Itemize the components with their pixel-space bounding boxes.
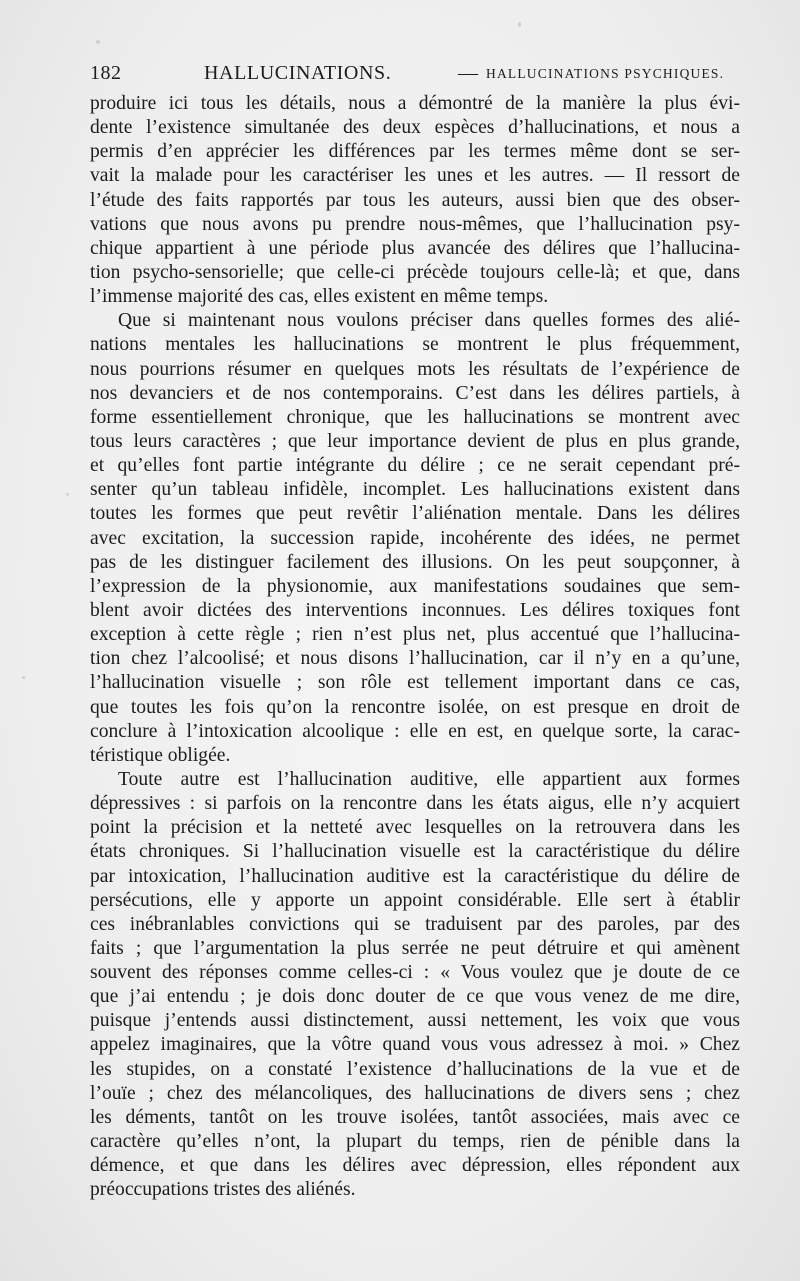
paragraph-1 <box>90 92 740 309</box>
text-line: produire ici tous les détails, nous a démontré de la manière la plus évi- <box>90 93 740 114</box>
text-line: démence, et que dans les délires avec dépression, elles répondent aux <box>90 1155 740 1177</box>
text-line: et qu’elles font partie intégrante du délire ; ce ne serait cependant pré- <box>90 455 740 477</box>
body-text <box>90 92 740 1202</box>
running-head <box>88 58 748 88</box>
page-number: 182 <box>90 62 122 84</box>
text-line: toutes les formes que peut revêtir l’aliénation mentale. Dans les délires <box>90 503 740 525</box>
text-line: vait la malade pour les caractériser les unes et les autres. — Il ressort de <box>90 165 740 187</box>
text-line: Toute autre est l’hallucination auditive, elle appartient aux formes <box>118 768 740 790</box>
text-line: les déments, tantôt on les trouve isolées, tantôt associées, mais avec ce <box>90 1106 740 1128</box>
text-line: nos devanciers et de nos contemporains. C’est dans les délires partiels, à <box>90 382 740 404</box>
text-line: tion chez l’alcoolisé; et nous disons l’hallucination, car il n’y en a qu’une, <box>90 648 740 670</box>
print-speck <box>22 676 25 679</box>
text-line: puisque j’entends aussi distinctement, aussi nettement, les voix que vous <box>90 1010 740 1032</box>
text-line: blent avoir dictées des interventions inconnues. Les délires toxiques font <box>90 599 740 621</box>
text-line: l’étude des faits rapportés par tous les auteurs, aussi bien que des obser- <box>90 189 740 211</box>
text-line: par intoxication, l’hallucination auditive est la caractéristique du délire de <box>90 865 740 887</box>
text-line: l’hallucination visuelle ; son rôle est tellement important dans ce cas, <box>90 672 740 694</box>
text-line: les stupides, on a constaté l’existence d’hallucinations de la vue et de <box>90 1058 740 1080</box>
text-line: que toutes les fois qu’on la rencontre isolée, on est presque en droit de <box>90 696 740 718</box>
text-line: appelez imaginaires, que la vôtre quand vous vous adressez à moi. » Chez <box>90 1034 740 1056</box>
text-line: l’ouïe ; chez des mélancoliques, des hallucinations de divers sens ; chez <box>90 1082 740 1104</box>
running-head-title: HALLUCINATIONS. <box>204 62 392 84</box>
paragraph-3 <box>90 768 740 1203</box>
text-line: chique appartient à une période plus avancée des délires que l’hallucina- <box>90 237 740 259</box>
text-line: dente l’existence simultanée des deux espèces d’hallucinations, et nous a <box>90 117 740 139</box>
text-line: l’immense majorité des cas, elles existent en même temps. <box>90 286 549 308</box>
text-line: que j’ai entendu ; je dois donc douter de ce que vous venez de me dire, <box>90 986 740 1008</box>
text-line: souvent des réponses comme celles-ci : « Vous voulez que je doute de ce <box>90 962 740 984</box>
text-line: exception à cette règle ; rien n’est plus net, plus accentué que l’hallucina- <box>90 624 740 646</box>
text-line: forme essentiellement chronique, que les hallucinations se montrent avec <box>90 406 740 428</box>
text-line: nations mentales les hallucinations se montrent le plus fréquemment, <box>90 334 740 356</box>
text-line: Que si maintenant nous voulons préciser dans quelles formes des alié- <box>118 310 740 332</box>
text-line: point la précision et la netteté avec lesquelles on la retrouvera dans les <box>90 817 740 839</box>
text-line: vations que nous avons pu prendre nous-mêmes, que l’hallucination psy- <box>90 213 740 235</box>
text-line: avec excitation, la succession rapide, incohérente des idées, ne permet <box>90 527 740 549</box>
print-speck <box>66 493 69 496</box>
print-speck <box>518 22 521 27</box>
text-line: nous pourrions résumer en quelques mots les résultats de l’expérience de <box>90 358 740 380</box>
text-line: persécutions, elle y apporte un appoint considérable. Elle sert à établir <box>90 889 740 911</box>
text-line: dépressives : si parfois on la rencontre dans les états aigus, elle n’y acquiert <box>90 793 740 815</box>
text-line: pas de les distinguer facilement des illusions. On les peut soupçonner, à <box>90 551 740 573</box>
text-line: tion psycho-sensorielle; que celle-ci précède toujours celle-là; et que, dans <box>90 261 740 283</box>
text-line: préoccupations tristes des aliénés. <box>90 1179 356 1201</box>
text-line: permis d’en apprécier les différences par les termes même dont se ser- <box>90 141 740 163</box>
text-line: états chroniques. Si l’hallucination visuelle est la caractéristique du délire <box>90 841 740 863</box>
text-line: tous leurs caractères ; que leur importance devient de plus en plus grande, <box>90 430 740 452</box>
running-head-dash: — <box>458 62 478 84</box>
text-line: caractère qu’elles n’ont, la plupart du temps, rien de pénible dans la <box>90 1131 740 1153</box>
text-line: téristique obligée. <box>90 744 231 766</box>
paragraph-2 <box>90 309 740 768</box>
text-line: conclure à l’intoxication alcoolique : elle en est, en quelque sorte, la carac- <box>90 720 740 742</box>
text-line: ces inébranlables convictions qui se traduisent par des paroles, par des <box>90 913 740 935</box>
text-line: faits ; que l’argumentation la plus serrée ne peut détruire et qui amènent <box>90 937 740 959</box>
text-line: senter qu’un tableau infidèle, incomplet. Les hallucinations existent dans <box>90 479 740 501</box>
text-line: l’expression de la physionomie, aux manifestations soudaines que sem- <box>90 575 740 597</box>
running-head-subtitle: HALLUCINATIONS PSYCHIQUES. <box>486 66 725 81</box>
print-speck <box>96 40 100 44</box>
